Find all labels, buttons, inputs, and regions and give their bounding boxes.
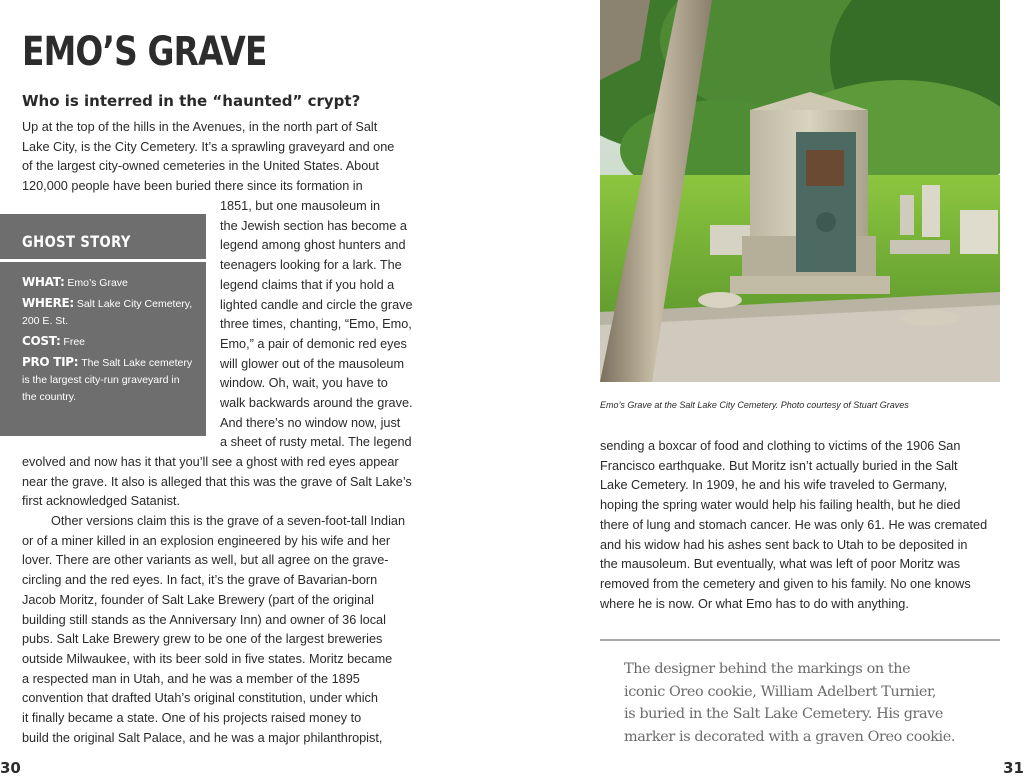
ghost-story-sidebar [0,214,206,436]
text-line: hoping the spring water would help his failing health, but he died [600,498,961,513]
text-line: teenagers looking for a lark. The [220,258,402,273]
callout-line: iconic Oreo cookie, William Adelbert Turnier, [624,683,937,700]
sidebar-title: GHOST STORY [22,232,131,251]
text-line: evolved and now has it that you’ll see a ghost with red eyes appear [22,455,399,469]
text-line: Other versions claim this is the grave of a seven-foot-tall Indian [51,514,406,528]
sidebar-cost [22,333,194,351]
sidebar-header [0,214,206,262]
text-line: Emo,” a pair of demonic red eyes [220,336,407,351]
callout-line: is buried in the Salt Lake Cemetery. His grave [624,706,944,722]
text-line: three times, chanting, “Emo, Emo, [220,317,412,332]
text-line: pubs. Salt Lake Brewery grew to be one of the largest breweries [22,632,383,647]
sidebar-where [22,295,194,330]
section-subtitle: Who is interred in the “haunted” crypt? [22,92,361,110]
text-line: a sheet of rusty metal. The legend [220,435,412,450]
wrapped-paragraph [220,197,430,453]
divider-rule [600,639,1000,641]
page-number-left: 30 [0,759,21,777]
second-paragraph [22,512,442,748]
text-line: And there’s no window now, just [220,415,401,430]
mausoleum-photo [600,0,1000,382]
text-line: convention that drafted Utah’s original constitution, under which [22,691,378,706]
text-line: circling and the red eyes. In fact, it’s the grave of Bavarian-born [22,573,378,588]
what-label: WHAT: [22,275,65,289]
text-line: sending a boxcar of food and clothing to victims of the 1906 San [600,439,961,453]
text-line: the mausoleum. But eventually, what was left of poor Moritz was [600,557,961,572]
text-line: there of lung and stomach cancer. He was only 61. He was cremated [600,517,988,532]
text-line: 120,000 people have been buried there since its formation in [22,179,363,194]
intro-paragraph [22,118,422,197]
callout-line: marker is decorated with a graven Oreo cookie. [624,728,956,745]
text-line: first acknowledged Satanist. [22,494,180,509]
fun-fact-callout [624,658,1004,748]
text-line: a respected man in Utah, and he was a member of the 1895 [22,671,360,686]
cost-value: Free [63,336,85,348]
text-line: walk backwards around the grave. [220,396,413,411]
where-value: Salt Lake City Cemetery, 200 E. St. [22,298,193,327]
text-line: legend among ghost hunters and [220,238,406,253]
text-line: Up at the top of the hills in the Avenues, in the north part of Salt [22,120,378,134]
sidebar-what [22,274,194,292]
where-label: WHERE: [22,296,74,310]
text-line: it finally became a state. One of his projects raised money to [22,711,362,726]
callout-line: The designer behind the markings on the [624,661,911,677]
text-line: or of a miner killed in an explosion engineered by his wife and her [22,533,391,548]
text-line: building still stands as the Anniversary Inn) and owner of 36 local [22,612,386,627]
text-line: window. Oh, wait, you have to [220,376,388,391]
text-line: Francisco earthquake. But Moritz isn’t actually buried in the Salt [600,458,958,473]
text-line: Jacob Moritz, founder of Salt Lake Brewery (part of the original [22,592,374,607]
what-value: Emo’s Grave [67,277,128,289]
text-line: of the largest city-owned cemeteries in the United States. About [22,159,379,174]
text-line: the Jewish section has become a [220,218,407,233]
sidebar-body [0,262,206,406]
cost-label: COST: [22,334,61,348]
right-page [512,0,1024,781]
sidebar-pro-tip [22,354,194,406]
text-line: removed from the cemetery and given to his family. No one knows [600,576,971,591]
pro-tip-value: The Salt Lake cemetery is the largest city-run graveyard in the country. [22,357,193,403]
text-line: Lake City, is the City Cemetery. It’s a sprawling graveyard and one [22,139,395,154]
text-line: near the grave. It also is alleged that this was the grave of Salt Lake’s [22,474,412,489]
text-line: 1851, but one mausoleum in [220,199,381,213]
continued-paragraph [22,453,442,512]
text-line: lighted candle and circle the grave [220,297,413,312]
text-line: will glower out of the mausoleum [220,356,405,371]
text-line: Lake Cemetery. In 1909, he and his wife traveled to Germany, [600,478,948,493]
page-title: EMO’S GRAVE [22,29,267,75]
text-line: and his widow had his ashes sent back to Utah to be deposited in [600,537,968,552]
text-line: build the original Salt Palace, and he was a major philanthropist, [22,730,383,745]
text-line: where he is now. Or what Emo has to do with anything. [600,596,909,611]
text-line: legend claims that if you hold a [220,277,395,292]
photo-caption: Emo’s Grave at the Salt Lake City Cemetery. Photo courtesy of Stuart Graves [600,400,909,410]
right-body-paragraph [600,437,1010,614]
text-line: lover. There are other variants as well, but all agree on the grave- [22,553,389,568]
page-number-right: 31 [1003,759,1024,777]
pro-tip-label: PRO TIP: [22,355,79,369]
text-line: outside Milwaukee, with its beer sold in five states. Moritz became [22,651,393,666]
